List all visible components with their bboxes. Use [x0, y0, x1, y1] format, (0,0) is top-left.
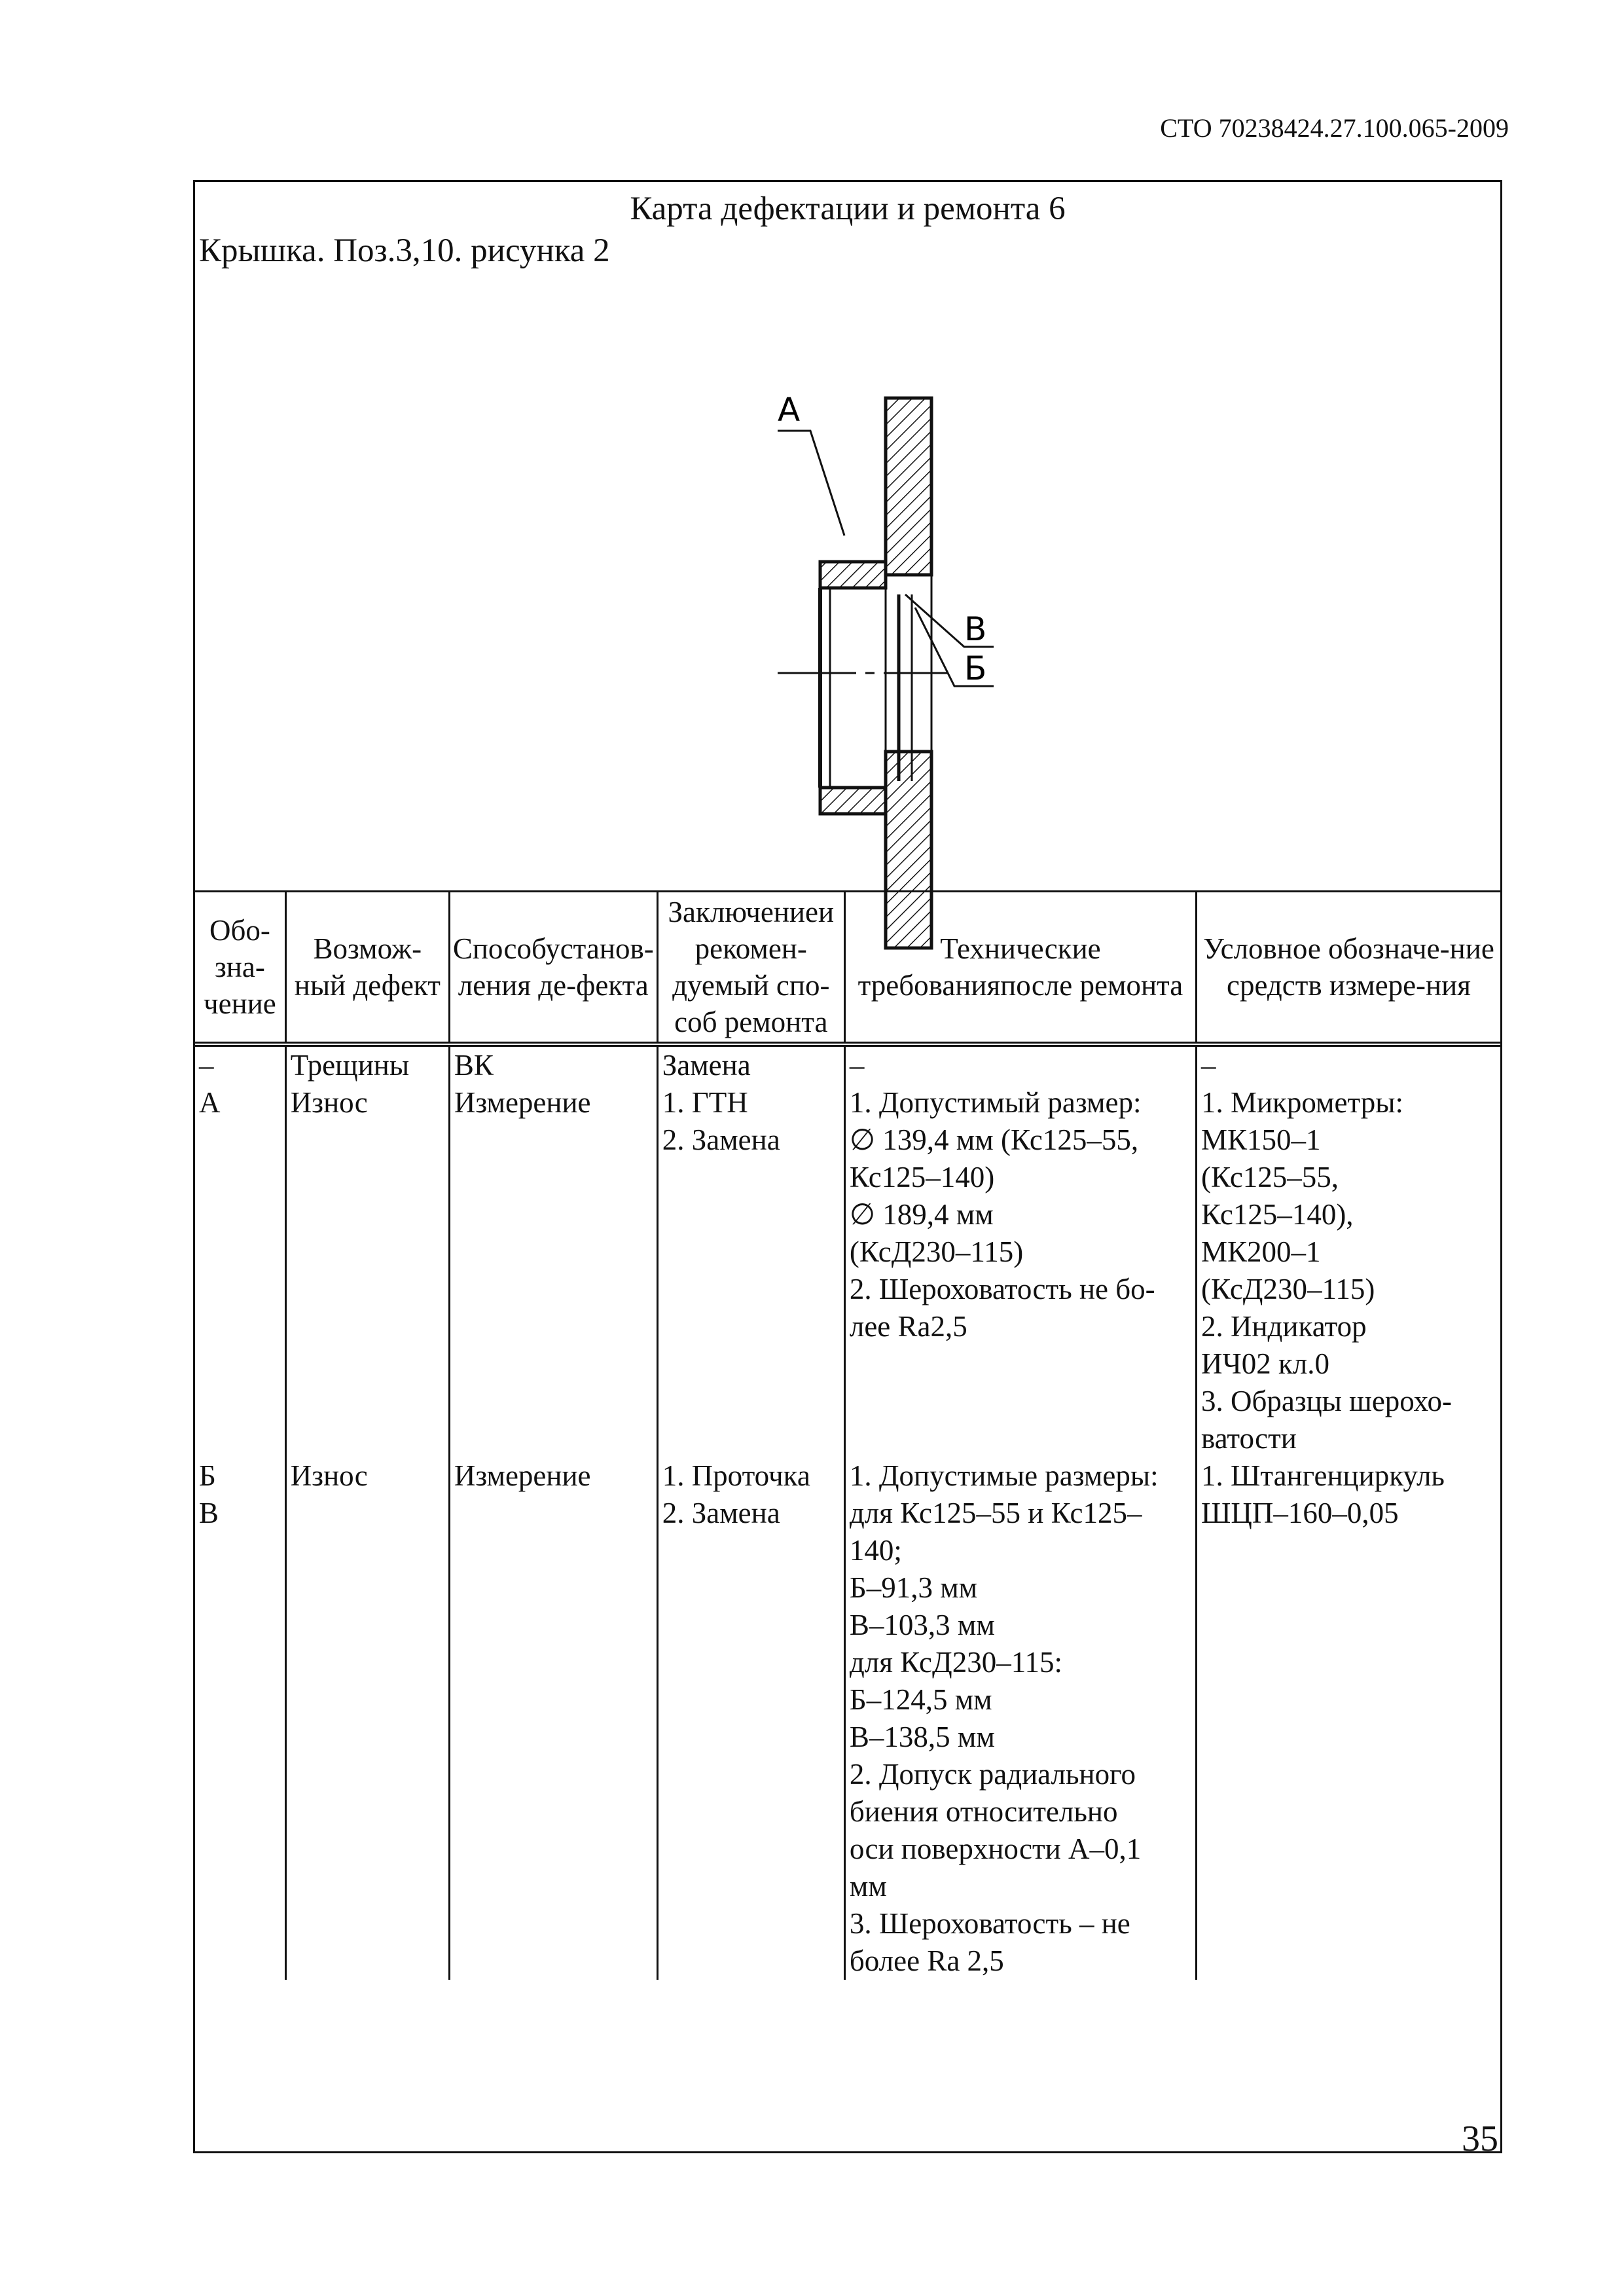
card-subtitle: Крышка. Поз.3,10. рисунка 2 — [199, 232, 610, 269]
cell-defect: Трещины Износ — [285, 1044, 449, 1457]
cell-instruments: – 1. Микрометры: МК150–1 (Кс125–55, Кс125–140), МК200–1 (КсД230–115) 2. Индикатор ИЧ02 кл.0 3. Образцы шерохо- ватости — [1196, 1044, 1500, 1457]
col-method-header: Способустанов-ления де-фекта — [449, 892, 657, 1044]
cell-conclusion: 1. Проточка 2. Замена — [657, 1457, 844, 1980]
document-code: СТО 70238424.27.100.065-2009 — [1160, 113, 1509, 143]
part-drawing — [706, 280, 987, 869]
col-defect-header: Возмож-ный дефект — [285, 892, 449, 1044]
hub-bottom — [820, 788, 886, 814]
flange-section-top — [886, 398, 931, 575]
cell-designation: – А — [195, 1044, 285, 1457]
col-conclusion-header: Заключениеи рекомен-дуемый спо-соб ремонта — [657, 892, 844, 1044]
defects-table — [195, 892, 1500, 1980]
cell-method: ВК Измерение — [449, 1044, 657, 1457]
cell-method: Измерение — [449, 1457, 657, 1980]
label-b: Б — [964, 649, 987, 687]
cell-requirements: – 1. Допустимый размер: ∅ 139,4 мм (Кс125–55, Кс125–140) ∅ 189,4 мм (КсД230–115) 2. Шероховатость не бо- лее Ra2,5 — [844, 1044, 1196, 1457]
defect-repair-card — [193, 180, 1502, 2153]
table-row — [195, 1044, 1500, 1457]
table-header-row — [195, 892, 1500, 1044]
cell-designation: Б В — [195, 1457, 285, 1980]
table-row — [195, 1457, 1500, 1980]
cell-conclusion: Замена 1. ГТН 2. Замена — [657, 1044, 844, 1457]
col-instruments-header: Условное обозначе-ние средств измере-ния — [1196, 892, 1500, 1044]
card-title: Карта дефектации и ремонта 6 — [630, 191, 1066, 227]
page-number: 35 — [1462, 2119, 1498, 2159]
card-header — [195, 182, 1500, 892]
hub-top — [820, 562, 886, 588]
col-requirements-header: Технические требованияпосле ремонта — [844, 892, 1196, 1044]
cell-defect: Износ — [285, 1457, 449, 1980]
cell-requirements: 1. Допустимые размеры: для Кс125–55 и Кс125– 140; Б–91,3 мм В–103,3 мм для КсД230–115: Б–124,5 мм В–138,5 мм 2. Допуск радиального биения относительно оси поверхности А–0,1 мм 3. Шероховатость – не более Ra 2,5 — [844, 1457, 1196, 1980]
label-v: В — [964, 610, 987, 648]
label-a: А — [778, 391, 801, 429]
col-designation-header: Обо-зна-чение — [195, 892, 285, 1044]
cell-instruments: 1. Штангенциркуль ШЦП–160–0,05 — [1196, 1457, 1500, 1980]
